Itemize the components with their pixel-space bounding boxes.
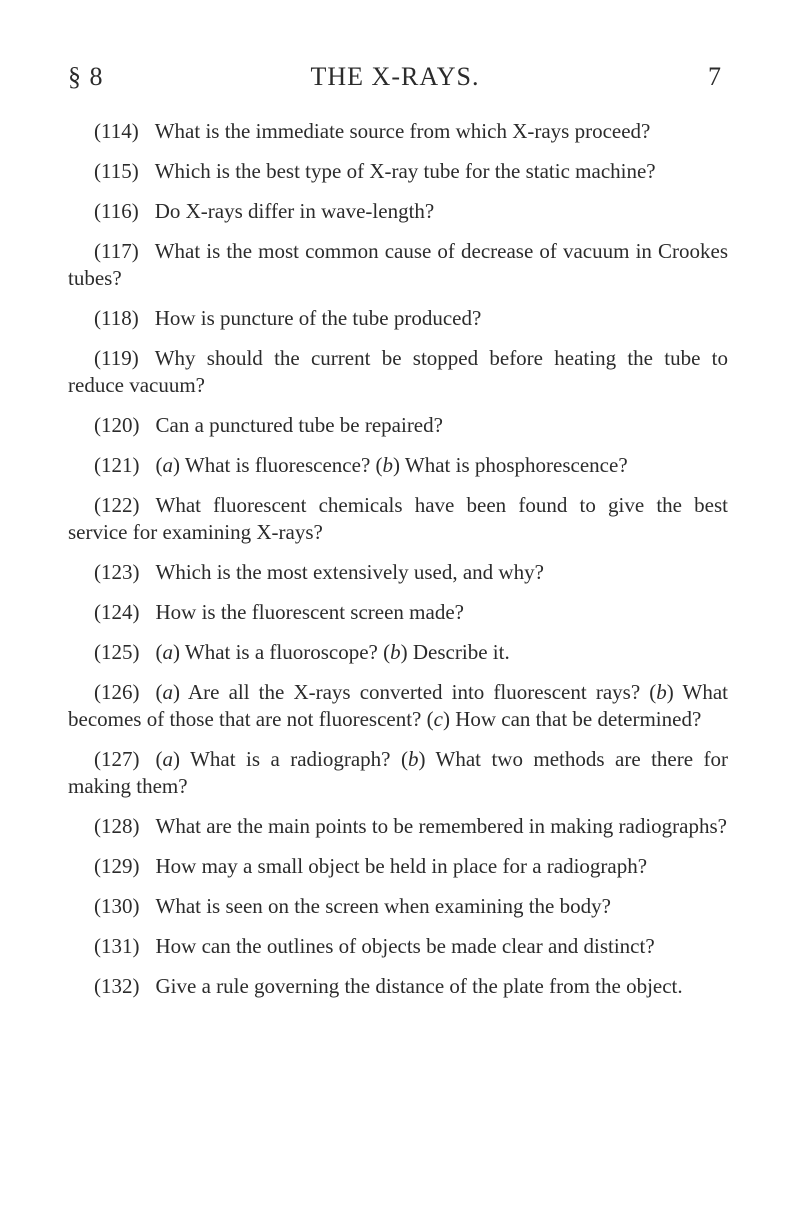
question-text: How can the outlines of objects be made clear and distinct? [155, 934, 655, 958]
question-number: (115) [94, 159, 139, 183]
question-item [68, 853, 728, 880]
question-text: What fluorescent chemicals have been found to give the best service for examining X-rays? [68, 493, 728, 544]
question-number: (117) [94, 239, 139, 263]
question-item [68, 118, 728, 145]
question-item [68, 599, 728, 626]
question-item [68, 973, 728, 1000]
question-list [68, 118, 728, 1013]
question-item [68, 412, 728, 439]
question-item [68, 452, 728, 479]
question-item [68, 492, 728, 546]
question-item [68, 238, 728, 292]
question-number: (119) [94, 346, 139, 370]
question-text: Give a rule governing the distance of the plate from the object. [155, 974, 683, 998]
running-title: THE X-RAYS. [310, 62, 480, 91]
question-number: (129) [94, 854, 140, 878]
question-number: (124) [94, 600, 140, 624]
question-text: (a) What is a radiograph? (b) What two methods are there for making them? [68, 747, 728, 798]
question-text: What is the immediate source from which X-rays proceed? [154, 119, 651, 143]
question-text: How is the fluorescent screen made? [155, 600, 464, 624]
question-item [68, 559, 728, 586]
question-number: (121) [94, 453, 140, 477]
question-item [68, 813, 728, 840]
question-number: (132) [94, 974, 140, 998]
question-text: (a) What is a fluoroscope? (b) Describe it. [155, 640, 510, 664]
question-number: (122) [94, 493, 140, 517]
question-number: (116) [94, 199, 139, 223]
question-number: (127) [94, 747, 140, 771]
question-number: (130) [94, 894, 140, 918]
question-item [68, 746, 728, 800]
question-item [68, 198, 728, 225]
question-number: (120) [94, 413, 140, 437]
running-head [68, 62, 722, 102]
question-text: Can a punctured tube be repaired? [155, 413, 443, 437]
question-text: Do X-rays differ in wave-length? [154, 199, 435, 223]
question-item [68, 933, 728, 960]
question-text: Why should the current be stopped before heating the tube to reduce vacuum? [68, 346, 728, 397]
page-number: 7 [708, 62, 722, 91]
question-number: (123) [94, 560, 140, 584]
question-number: (118) [94, 306, 139, 330]
question-item [68, 639, 728, 666]
question-text: What is seen on the screen when examining the body? [155, 894, 611, 918]
question-text: (a) What is fluorescence? (b) What is phosphorescence? [155, 453, 628, 477]
question-number: (126) [94, 680, 140, 704]
question-text: (a) Are all the X-rays converted into fluorescent rays? (b) What becomes of those that are not fluorescent? (c) How can that be determined? [68, 680, 728, 731]
question-item [68, 345, 728, 399]
question-number: (114) [94, 119, 139, 143]
question-item [68, 305, 728, 332]
question-text: What are the main points to be remembered in making radiographs? [155, 814, 727, 838]
question-item [68, 893, 728, 920]
question-number: (125) [94, 640, 140, 664]
question-text: How is puncture of the tube produced? [154, 306, 482, 330]
question-item [68, 679, 728, 733]
question-text: Which is the best type of X-ray tube for the static machine? [154, 159, 656, 183]
question-number: (128) [94, 814, 140, 838]
question-text: Which is the most extensively used, and why? [155, 560, 544, 584]
question-text: What is the most common cause of decrease of vacuum in Crookes tubes? [68, 239, 728, 290]
question-item [68, 158, 728, 185]
question-text: How may a small object be held in place for a radiograph? [155, 854, 648, 878]
section-marker: § 8 [68, 62, 104, 91]
question-number: (131) [94, 934, 140, 958]
